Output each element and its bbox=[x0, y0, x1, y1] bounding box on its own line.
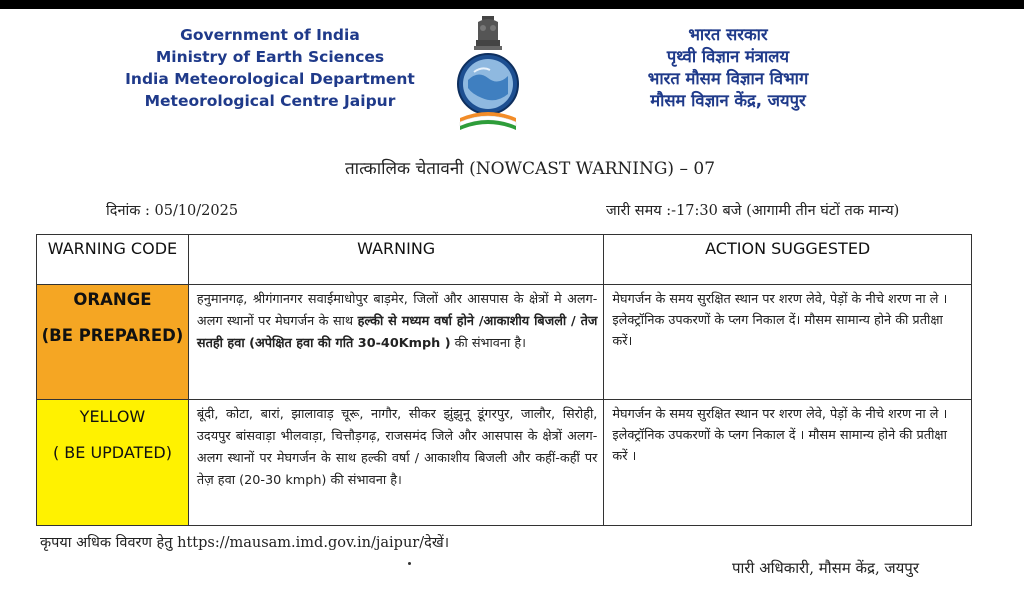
stray-dot bbox=[408, 562, 411, 565]
header-hi-line-2: पृथ्वी विज्ञान मंत्रालय bbox=[666, 47, 790, 66]
signature: पारी अधिकारी, मौसम केंद्र, जयपुर bbox=[732, 559, 919, 577]
yellow-code-sub: ( BE UPDATED) bbox=[52, 443, 172, 462]
warning-table bbox=[36, 234, 972, 526]
orange-code-sub: (BE PREPARED) bbox=[41, 326, 184, 345]
issue-date: दिनांक : 05/10/2025 bbox=[106, 203, 239, 219]
orange-warning-tail: की संभावना है। bbox=[450, 336, 527, 351]
footer-note: कृपया अधिक विवरण हेतु https://mausam.imd.gov.in/jaipur/देखें। bbox=[40, 535, 450, 551]
orange-action-cell: मेघगर्जन के समय सुरक्षित स्थान पर शरण लेवे, पेड़ों के नीचे शरण ना ले । इलेक्ट्रॉनिक उपकरणों के प्लग निकाल दें। मौसम सामान्य होने की प्रतीक्षा करें। bbox=[604, 285, 972, 400]
header-action-suggested: ACTION SUGGESTED bbox=[604, 235, 972, 285]
yellow-code-cell bbox=[37, 400, 189, 526]
header-hi-line-4: मौसम विज्ञान केंद्र, जयपुर bbox=[650, 91, 806, 110]
header-hi-line-1: भारत सरकार bbox=[688, 25, 768, 44]
header-warning: WARNING bbox=[188, 235, 603, 285]
table-row-orange bbox=[37, 285, 972, 400]
orange-code-cell bbox=[37, 285, 189, 400]
yellow-warning-cell bbox=[188, 400, 603, 526]
orange-warning-text: हनुमानगढ़, श्रीगंगानगर सवाईमाधोपुर बाड़मेर, जिलों और आसपास के क्षेत्रों मे अलग-अलग स्थानों पर मेघगर्जन के साथ bbox=[196, 292, 598, 329]
orange-warning-bold: हल्की से मध्यम वर्षा होने /आकाशीय बिजली / तेज सतही हवा (अपेक्षित हवा की गति 30-40Kmph ) bbox=[196, 314, 598, 351]
yellow-warning-text: बूंदी, कोटा, बारां, झालावाड़ चूरू, नागौर, सीकर झुंझुनू डूंगरपुर, जालौर, सिरोही, उदयपुर बांसवाड़ा भीलवाड़ा, चित्तौड़गढ़, राजसमंद जिले और आसपास के क्षेत्रों अलग-अलग स्थानों पर मेघगर्जन के साथ हल्की वर्षा / आकाशीय बिजली और कहीं-कहीं पर तेज़ हवा (20-30 kmph) की संभावना है। bbox=[196, 407, 598, 488]
table-row-yellow bbox=[37, 400, 972, 526]
page-title: तात्कालिक चेतावनी (NOWCAST WARNING) – 07 bbox=[344, 159, 716, 179]
header-hi-line-3: भारत मौसम विज्ञान विभाग bbox=[647, 69, 809, 88]
imd-emblem-icon bbox=[452, 14, 524, 132]
header-en-line-3: India Meteorological Department bbox=[125, 70, 415, 88]
yellow-action-cell: मेघगर्जन के समय सुरक्षित स्थान पर शरण लेवे, पेड़ों के नीचे शरण ना ले । इलेक्ट्रॉनिक उपकरणों के प्लग निकाल दें । मौसम सामान्य होने की प्रतीक्षा करें । bbox=[604, 400, 972, 526]
header-en-line-2: Ministry of Earth Sciences bbox=[155, 48, 385, 66]
yellow-code-label: YELLOW bbox=[79, 407, 146, 426]
table-header-row bbox=[37, 235, 972, 285]
orange-warning-cell bbox=[188, 285, 603, 400]
header-warning-code: WARNING CODE bbox=[37, 235, 189, 285]
header-en-line-1: Government of India bbox=[180, 26, 360, 44]
header-en-line-4: Meteorological Centre Jaipur bbox=[144, 92, 396, 110]
orange-code-label: ORANGE bbox=[73, 290, 152, 309]
issue-time: जारी समय :-17:30 बजे (आगामी तीन घंटों तक मान्य) bbox=[606, 203, 900, 219]
header-hindi bbox=[608, 24, 848, 112]
top-black-bar bbox=[0, 0, 1024, 9]
header-english bbox=[120, 24, 420, 112]
